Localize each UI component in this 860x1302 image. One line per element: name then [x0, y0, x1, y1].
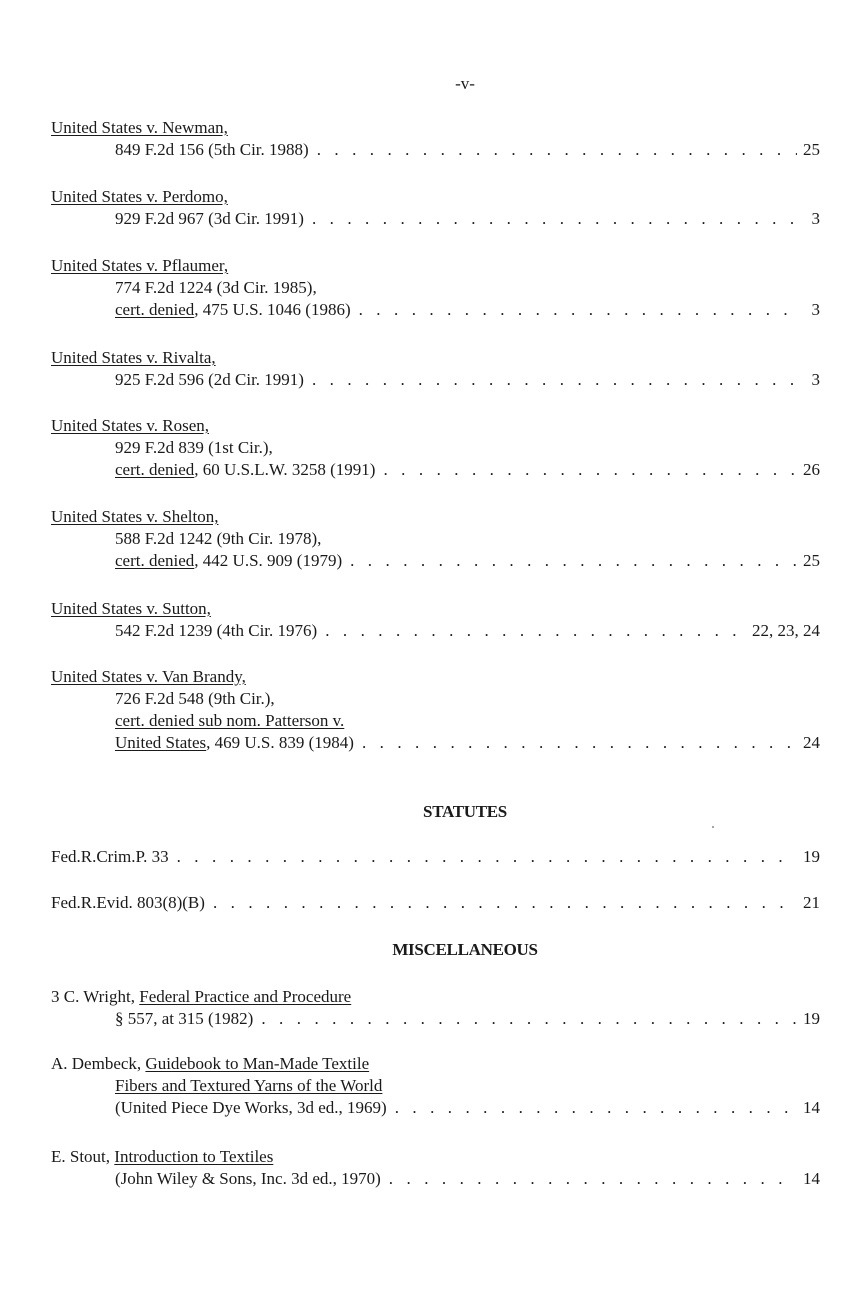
party-underlined: United States: [115, 733, 207, 752]
book-title: Introduction to Textiles: [114, 1147, 274, 1166]
book-title: Federal Practice and Procedure: [139, 987, 352, 1006]
author-title-line: [51, 1053, 820, 1075]
citation-text: 726 F.2d 548 (9th Cir.),: [115, 689, 275, 708]
section-heading-statutes: STATUTES: [423, 802, 507, 821]
dot-leader: [312, 369, 800, 391]
statute-line: [51, 892, 820, 914]
citation-line: [51, 139, 820, 161]
citation-line: [51, 550, 820, 572]
citation-text: 929 F.2d 967 (3d Cir. 1991): [115, 209, 304, 228]
author-title-line: [51, 986, 820, 1008]
signal-underlined: cert. denied sub nom. Patterson v.: [115, 711, 345, 730]
citation-line: [51, 1008, 820, 1030]
case-name: United States v. Van Brandy,: [51, 667, 246, 686]
dot-leader: [317, 139, 797, 161]
citation-line: [51, 688, 820, 710]
page-reference: 25: [803, 551, 820, 570]
case-entry: [51, 347, 820, 391]
page-number: -v-: [455, 74, 475, 93]
page-reference: 22, 23, 24: [752, 621, 820, 640]
dot-leader: [177, 846, 797, 868]
book-title: Guidebook to Man-Made Textile: [145, 1054, 370, 1073]
citation-text: [115, 459, 375, 481]
dot-leader: [383, 459, 797, 481]
page-reference: 3: [811, 209, 820, 228]
citation-line: [51, 437, 820, 459]
case-entry: [51, 415, 820, 481]
dot-leader: [395, 1097, 797, 1119]
misc-entry: [51, 986, 820, 1030]
case-name: United States v. Newman,: [51, 118, 228, 137]
dot-leader: [359, 299, 800, 321]
section-heading-miscellaneous: MISCELLANEOUS: [392, 940, 538, 959]
citation-text: (John Wiley & Sons, Inc. 3d ed., 1970): [115, 1169, 381, 1188]
citation-rest: , 475 U.S. 1046 (1986): [194, 300, 351, 319]
citation-text: 542 F.2d 1239 (4th Cir. 1976): [115, 621, 318, 640]
title-continuation: [51, 1075, 820, 1097]
dot-leader: [261, 1008, 797, 1030]
case-name: United States v. Rivalta,: [51, 348, 216, 367]
citation-line: [51, 620, 820, 642]
citation-text: 849 F.2d 156 (5th Cir. 1988): [115, 140, 309, 159]
page-reference: 3: [811, 370, 820, 389]
case-entry: [51, 666, 820, 754]
citation-line: [51, 369, 820, 391]
citation-line: [51, 1168, 820, 1190]
page-reference: 21: [803, 893, 820, 912]
citation-line: [51, 459, 820, 481]
signal-underlined: cert. denied: [115, 300, 195, 319]
statute-entry: [51, 846, 820, 868]
book-title: Fibers and Textured Yarns of the World: [115, 1076, 383, 1095]
case-name: United States v. Pflaumer,: [51, 256, 229, 275]
citation-text: 774 F.2d 1224 (3d Cir. 1985),: [115, 278, 317, 297]
citation-rest: , 469 U.S. 839 (1984): [206, 733, 354, 752]
citation-text: (United Piece Dye Works, 3d ed., 1969): [115, 1098, 387, 1117]
citation-line: [51, 1097, 820, 1119]
case-entry: [51, 598, 820, 642]
author: A. Dembeck,: [51, 1054, 146, 1073]
case-name: United States v. Rosen,: [51, 416, 210, 435]
page-reference: 14: [803, 1098, 820, 1117]
case-entry: [51, 186, 820, 230]
case-name: United States v. Shelton,: [51, 507, 219, 526]
page-reference: 19: [803, 1009, 820, 1028]
dot-leader: [312, 208, 800, 230]
citation-text: 929 F.2d 839 (1st Cir.),: [115, 438, 273, 457]
signal-underlined: cert. denied: [115, 460, 195, 479]
citation-line: [51, 208, 820, 230]
page-reference: 24: [803, 733, 820, 752]
citation-line: [51, 528, 820, 550]
page-reference: 19: [803, 847, 820, 866]
citation-line: [51, 732, 820, 754]
author: E. Stout,: [51, 1147, 115, 1166]
citation-line: [51, 277, 820, 299]
page-reference: 14: [803, 1169, 820, 1188]
dot-leader: [325, 620, 746, 642]
statute-text: Fed.R.Evid. 803(8)(B): [51, 893, 205, 912]
dot-leader: [362, 732, 797, 754]
case-entry: [51, 506, 820, 572]
citation-line: [51, 299, 820, 321]
citation-text: § 557, at 315 (1982): [115, 1009, 254, 1028]
citation-text: [115, 732, 354, 754]
author-title-line: [51, 1146, 820, 1168]
page-reference: 26: [803, 460, 820, 479]
case-entry: [51, 255, 820, 321]
statute-line: [51, 846, 820, 868]
citation-text: 588 F.2d 1242 (9th Cir. 1978),: [115, 529, 322, 548]
citation-text: 925 F.2d 596 (2d Cir. 1991): [115, 370, 304, 389]
dot-leader: [213, 892, 797, 914]
dot-leader: [389, 1168, 797, 1190]
citation-line: [51, 710, 820, 732]
citation-text: [115, 550, 342, 572]
scan-speck: [712, 826, 714, 828]
case-entry: [51, 117, 820, 161]
citation-text: [115, 299, 351, 321]
author: 3 C. Wright,: [51, 987, 140, 1006]
citation-rest: , 60 U.S.L.W. 3258 (1991): [194, 460, 376, 479]
misc-entry: [51, 1053, 820, 1119]
dot-leader: [350, 550, 797, 572]
signal-underlined: cert. denied: [115, 551, 195, 570]
page-reference: 3: [811, 300, 820, 319]
statute-entry: [51, 892, 820, 914]
statute-text: Fed.R.Crim.P. 33: [51, 847, 169, 866]
page-reference: 25: [803, 140, 820, 159]
case-name: United States v. Sutton,: [51, 599, 211, 618]
case-name: United States v. Perdomo,: [51, 187, 228, 206]
misc-entry: [51, 1146, 820, 1190]
citation-rest: , 442 U.S. 909 (1979): [194, 551, 343, 570]
